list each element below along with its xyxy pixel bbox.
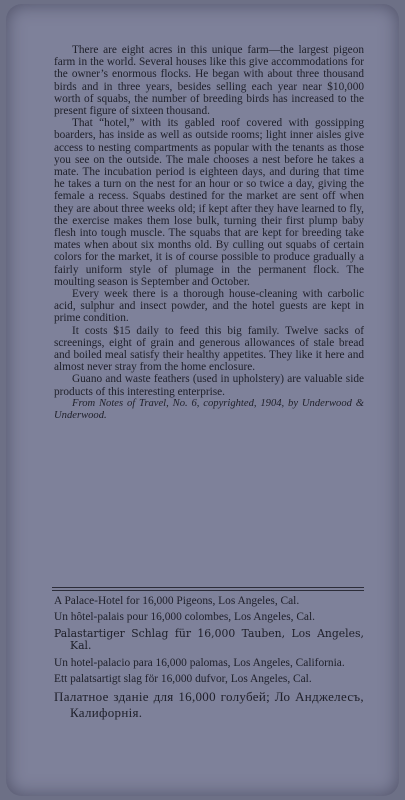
paragraph-3: Every week there is a thorough house-cleaning with carbolic acid, sulphur and insect powder, and the hotel guests are kept in prime condition. (54, 288, 364, 325)
caption-english: A Palace-Hotel for 16,000 Pigeons, Los Angeles, Cal. (54, 595, 300, 607)
copyright-credit: From Notes of Travel, No. 6, copyrighted, 1904, by Underwood & Underwood. (54, 397, 364, 422)
paragraph-4: It costs $15 daily to feed this big family. Twelve sacks of screenings, eight of grain and generous allowances of stale bread and boiled meal satisfy their healthy appetites. They like it here and almost never stray from the home enclosure. (54, 324, 364, 374)
multilingual-captions (54, 595, 364, 724)
stereoview-card-back (6, 4, 399, 796)
caption-swedish: Ett palatsartigt slag för 16,000 dufvor, Los Angeles, Cal. (54, 673, 312, 686)
paragraph-1: There are eight acres in this unique farm—the largest pigeon farm in the world. Several houses like this give accommodations for the owner’s enormous flocks. He began with about three thousand birds and in three years, besides selling each year near $10,000 worth of squabs, the number of breeding birds has increased to the present figure of sixteen thousand. (54, 44, 364, 118)
paragraph-2: That “hotel,” with its gabled roof covered with gossipping boarders, has inside as well as outside rooms; light inner aisles give access to nesting compartments as popular with the tenants as those you see on the outside. The male chooses a nest before he takes a mate. The incubation period is eighteen days, and during that time he takes a turn on the nest for an hour or so twice a day, giving the female a recess. Squabs destined for the market are sent off when they are about three weeks old; if kept after they have learned to fly, the exercise makes them lose bulk, turning their first plump baby flesh into tough muscle. The squabs that are kept for breeding take mates when about six months old. By culling out squabs of certain colors for the market, it is of course possible to produce gradually a fairly uniform style of plumage in the permanent flock. The moulting season is September and October. (54, 117, 364, 288)
caption-french: Un hôtel-palais pour 16,000 colombes, Los Angeles, Cal. (54, 611, 315, 624)
divider-line (52, 590, 364, 591)
caption-german: Palastartiger Schlag für 16,000 Tauben, Los Angeles, Kal. (54, 626, 364, 653)
caption-russian: Палатное зданіе для 16,000 голубей; Ло Анджелесъ, Калифорнія. (54, 689, 364, 720)
paragraph-5: Guano and waste feathers (used in upholstery) are valuable side products of this interesting enterprise. (54, 373, 364, 398)
description-text (54, 44, 364, 422)
caption-spanish: Un hotel-palacio para 16,000 palomas, Los Angeles, California. (54, 656, 345, 669)
divider-line (52, 587, 364, 588)
